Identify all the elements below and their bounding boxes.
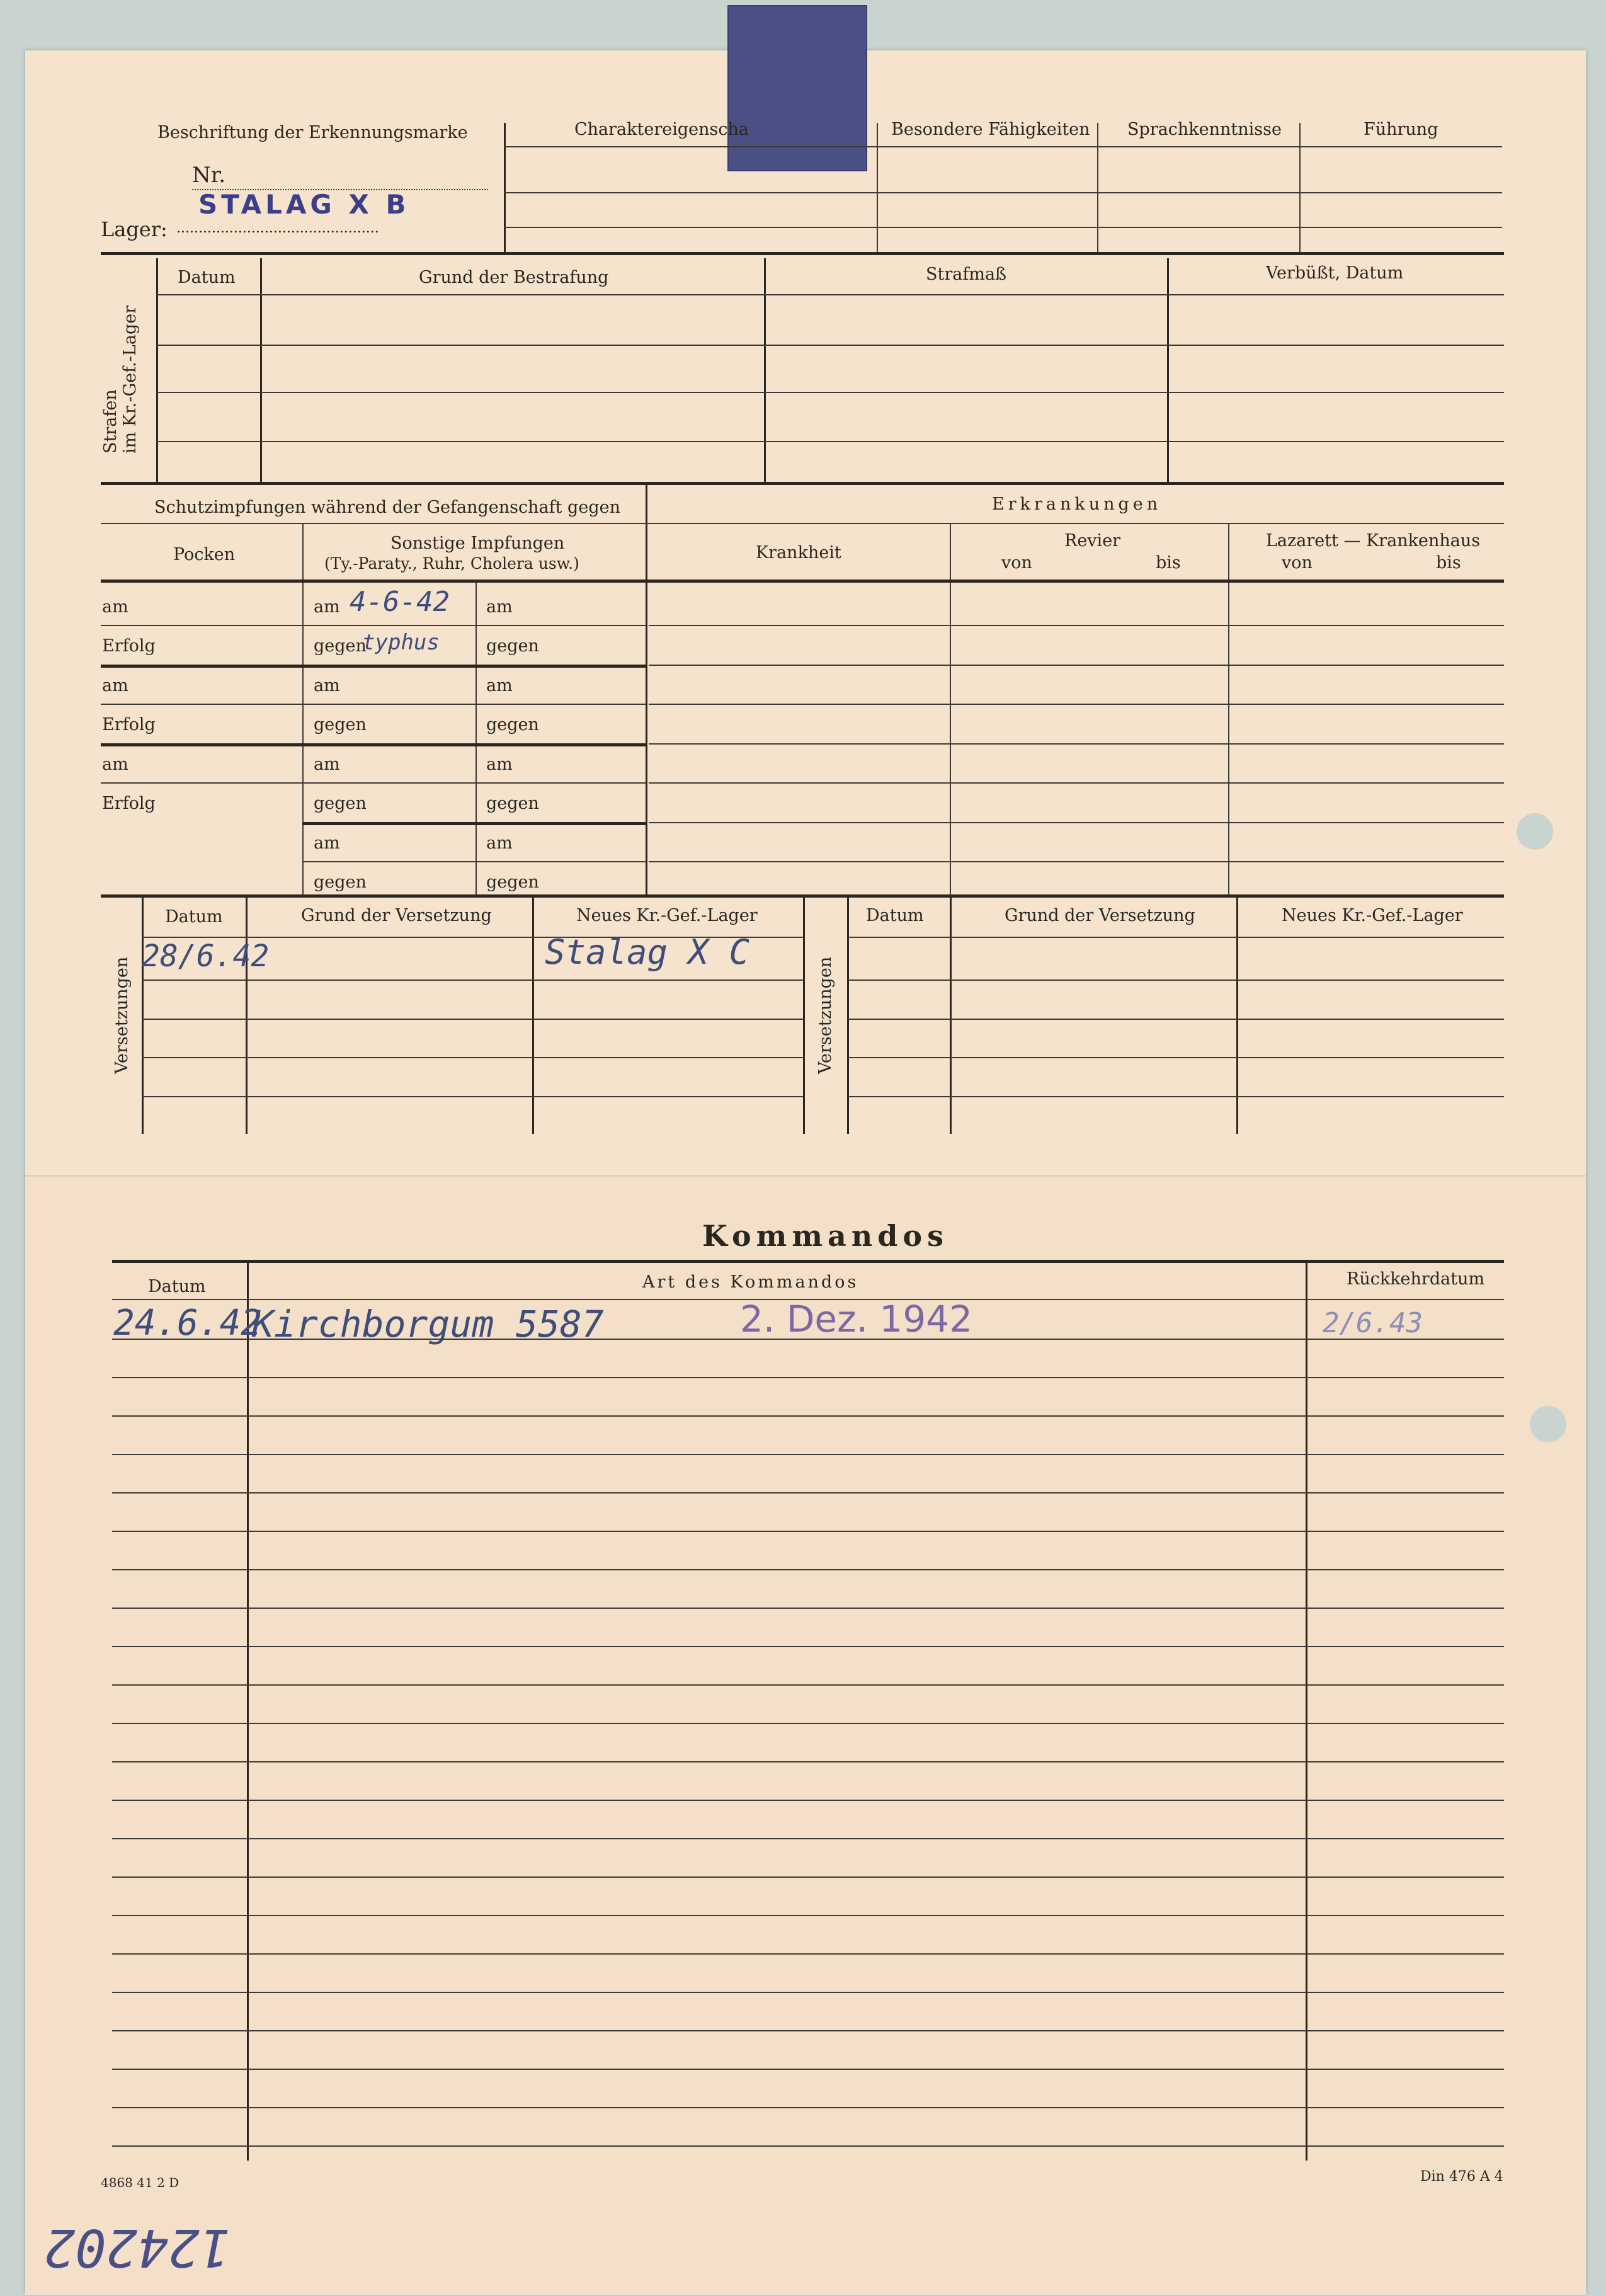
col-faehigkeiten: Besondere Fähigkeiten — [891, 120, 1090, 139]
versetz-rule — [142, 1057, 803, 1058]
impf-right-label: am — [486, 833, 513, 853]
impf-rule — [101, 743, 646, 746]
impf-rule — [302, 822, 646, 825]
impf-mid-label: am — [314, 755, 340, 774]
impf-hand-gegen: typhus — [362, 630, 440, 655]
versetz-divider — [246, 898, 248, 1134]
kommandos-row-rule — [112, 1800, 1504, 1801]
kommandos-row-rule — [112, 1876, 1504, 1878]
header-rule — [504, 227, 1502, 228]
kommandos-row-rule — [112, 1339, 1504, 1340]
kommandos-rule — [112, 1260, 1504, 1263]
impf-erkrank-divider — [646, 485, 647, 894]
kommandos-col-rueckkehr: Rückkehrdatum — [1347, 1269, 1485, 1289]
kommandos-row-rule — [112, 1569, 1504, 1570]
impf-mid-label: gegen — [314, 794, 367, 813]
versetz-rule — [142, 980, 803, 981]
impf-mid-label: gegen — [314, 636, 367, 656]
erkrank-revier-von: von — [1001, 553, 1032, 573]
impf-col-sonstige: Sonstige Impfungen — [390, 534, 565, 553]
versetz-rule — [142, 1096, 803, 1097]
versetz-hand-datum: 28/6.42 — [142, 939, 270, 974]
versetz-divider — [847, 898, 849, 1134]
footer-handwritten-number: 124202 — [44, 2217, 231, 2277]
versetz-rule — [847, 1019, 1504, 1020]
impf-rule — [101, 665, 646, 668]
col-charakter: Charaktereigenscha — [574, 120, 749, 139]
kommandos-row-rule — [112, 2069, 1504, 2070]
impf-right-label: am — [486, 676, 513, 695]
kommandos-entry-rueckkehr: 2/6.43 — [1323, 1307, 1423, 1339]
strafen-divider — [764, 258, 766, 485]
impf-col-sonstige-sub: (Ty.-Paraty., Ruhr, Cholera usw.) — [324, 554, 579, 573]
lager-label: Lager: — [101, 217, 168, 241]
header-divider — [1097, 123, 1098, 255]
versetz-col-datum-left: Datum — [165, 907, 223, 927]
kommandos-row-rule — [112, 1915, 1504, 1916]
strafen-divider — [1167, 258, 1169, 485]
kommandos-title: Kommandos — [702, 1219, 948, 1253]
footer-print-code: 4868 41 2 D — [101, 2175, 179, 2190]
impf-rule — [101, 625, 646, 626]
erkrankungen-title: Erkrankungen — [992, 494, 1162, 514]
versetz-divider — [950, 898, 952, 1134]
impf-divider — [302, 523, 304, 894]
versetzungen-side-label-right: Versetzungen — [816, 956, 835, 1074]
section-rule — [101, 482, 1504, 485]
kommandos-col-datum: Datum — [148, 1277, 206, 1296]
kommandos-divider — [1306, 1263, 1307, 2161]
impf-rule — [101, 580, 646, 583]
impf-rule — [101, 523, 646, 524]
header-divider — [1299, 123, 1301, 255]
strafen-rule — [156, 392, 1504, 393]
strafen-side-label — [101, 306, 140, 454]
kommandos-col-art: Art des Kommandos — [642, 1272, 859, 1292]
erkrank-col-lazarett: Lazarett — Krankenhaus — [1266, 531, 1481, 551]
kommandos-row-rule — [112, 2145, 1504, 2147]
erkennungsmarke-label: Beschriftung der Erkennungsmarke — [157, 123, 468, 142]
impf-mid-label: am — [314, 597, 340, 617]
versetz-rule — [847, 937, 1504, 938]
impf-row-label: am — [102, 597, 128, 617]
kommandos-row-rule — [112, 1838, 1504, 1839]
erkrank-rule — [649, 743, 1504, 745]
impf-divider — [476, 583, 477, 894]
impf-mid-label: gegen — [314, 872, 367, 892]
header-divider — [504, 123, 506, 255]
lager-stamp: STALAG X B — [198, 189, 410, 220]
impf-row-label: am — [102, 755, 128, 774]
punch-hole — [1517, 813, 1553, 850]
versetz-rule — [847, 1096, 1504, 1097]
strafen-rule — [156, 294, 1504, 295]
impf-right-label: gegen — [486, 636, 539, 656]
erkrank-lazarett-bis: bis — [1436, 553, 1461, 573]
strafen-col-strafmass: Strafmaß — [926, 265, 1007, 284]
erkrank-rule — [649, 665, 1504, 666]
kommandos-row-rule — [112, 1723, 1504, 1724]
footer-din: Din 476 A 4 — [1420, 2169, 1503, 2185]
impf-hand-date: 4-6-42 — [350, 586, 450, 618]
impf-right-label: gegen — [486, 794, 539, 813]
erkrank-divider — [950, 523, 951, 894]
impf-right-label: gegen — [486, 715, 539, 734]
impf-row-label: Erfolg — [102, 794, 156, 813]
kommandos-entry-datum: 24.6.42 — [113, 1303, 263, 1344]
versetz-divider — [532, 898, 534, 1134]
col-sprachen: Sprachkenntnisse — [1127, 120, 1282, 139]
versetz-divider — [803, 898, 805, 1134]
erkrank-rule — [649, 861, 1504, 862]
erkrank-rule — [646, 580, 1504, 583]
strafen-side-label-1: Strafen — [101, 389, 120, 454]
strafen-col-grund: Grund der Bestrafung — [419, 268, 609, 287]
erkrank-rule — [649, 704, 1504, 705]
nr-label: Nr. — [192, 163, 226, 188]
header-rule — [504, 192, 1502, 193]
kommandos-row-rule — [112, 1953, 1504, 1955]
nr-line — [192, 189, 488, 190]
versetz-col-neues-left: Neues Kr.-Gef.-Lager — [576, 906, 758, 925]
versetz-hand-lager: Stalag X C — [545, 932, 750, 972]
erkrank-rule — [646, 523, 1504, 524]
kommandos-divider — [247, 1263, 249, 2161]
impf-col-pocken: Pocken — [173, 545, 236, 564]
erkrank-rule — [649, 782, 1504, 784]
kommandos-row-rule — [112, 2107, 1504, 2108]
strafen-rule — [156, 345, 1504, 346]
impf-mid-label: gegen — [314, 715, 367, 734]
punch-hole — [1530, 1406, 1566, 1442]
versetz-divider — [1236, 898, 1238, 1134]
versetz-col-grund-right: Grund der Versetzung — [1005, 906, 1195, 925]
erkrank-revier-bis: bis — [1156, 553, 1181, 573]
strafen-rule — [156, 441, 1504, 442]
kommandos-entry-art: Kirchborgum 5587 — [252, 1303, 604, 1345]
versetz-col-grund-left: Grund der Versetzung — [301, 906, 492, 925]
strafen-col-datum: Datum — [178, 268, 236, 287]
section-rule — [101, 894, 1504, 898]
kommandos-row-rule — [112, 1415, 1504, 1417]
versetzungen-side-label-left: Versetzungen — [112, 956, 132, 1074]
impf-mid-label: am — [314, 833, 340, 853]
kommandos-row-rule — [112, 1992, 1504, 1993]
strafen-side-label-2: im Kr.-Gef.-Lager — [120, 305, 140, 454]
versetz-rule — [142, 1019, 803, 1020]
strafen-col-verbuesst: Verbüßt, Datum — [1266, 263, 1404, 283]
section-rule — [101, 252, 1504, 255]
erkrank-lazarett-von: von — [1282, 553, 1313, 573]
kommandos-row-rule — [112, 1531, 1504, 1532]
erkrank-col-revier: Revier — [1064, 531, 1121, 551]
strafen-divider — [156, 258, 158, 485]
impfungen-title: Schutzimpfungen während der Gefangenschaft gegen — [154, 498, 620, 517]
header-divider — [877, 123, 878, 255]
kommandos-row-rule — [112, 1377, 1504, 1378]
versetz-col-neues-right: Neues Kr.-Gef.-Lager — [1282, 906, 1463, 925]
header-rule — [504, 146, 1502, 147]
impf-right-label: am — [486, 597, 513, 617]
versetz-col-datum-right: Datum — [866, 906, 924, 925]
lager-dots: .............................................. — [176, 220, 379, 236]
kommandos-row-rule — [112, 1608, 1504, 1609]
versetz-divider — [142, 898, 144, 1134]
impf-rule — [101, 704, 646, 705]
strafen-divider — [260, 258, 262, 485]
col-fuehrung: Führung — [1364, 120, 1438, 139]
kommandos-row-rule — [112, 1761, 1504, 1762]
erkrank-rule — [649, 822, 1504, 823]
erkrank-col-krankheit: Krankheit — [756, 543, 841, 563]
impf-mid-label: am — [314, 676, 340, 695]
kommandos-row-rule — [112, 1492, 1504, 1494]
kommandos-row-rule — [112, 1646, 1504, 1647]
kommandos-row-rule — [112, 1684, 1504, 1686]
impf-row-label: Erfolg — [102, 715, 156, 734]
impf-row-label: Erfolg — [102, 636, 156, 656]
impf-right-label: am — [486, 755, 513, 774]
kommandos-entry-stamp: 2. Dez. 1942 — [740, 1298, 973, 1340]
erkrank-rule — [649, 625, 1504, 626]
impf-rule — [101, 782, 646, 784]
kommandos-row-rule — [112, 2030, 1504, 2031]
impf-rule — [302, 861, 646, 862]
versetz-rule — [847, 1057, 1504, 1058]
impf-row-label: am — [102, 676, 128, 695]
versetz-rule — [847, 980, 1504, 981]
impf-right-label: gegen — [486, 872, 539, 892]
erkrank-divider — [1228, 523, 1229, 894]
versetz-rule — [142, 937, 803, 938]
kommandos-row-rule — [112, 1454, 1504, 1455]
